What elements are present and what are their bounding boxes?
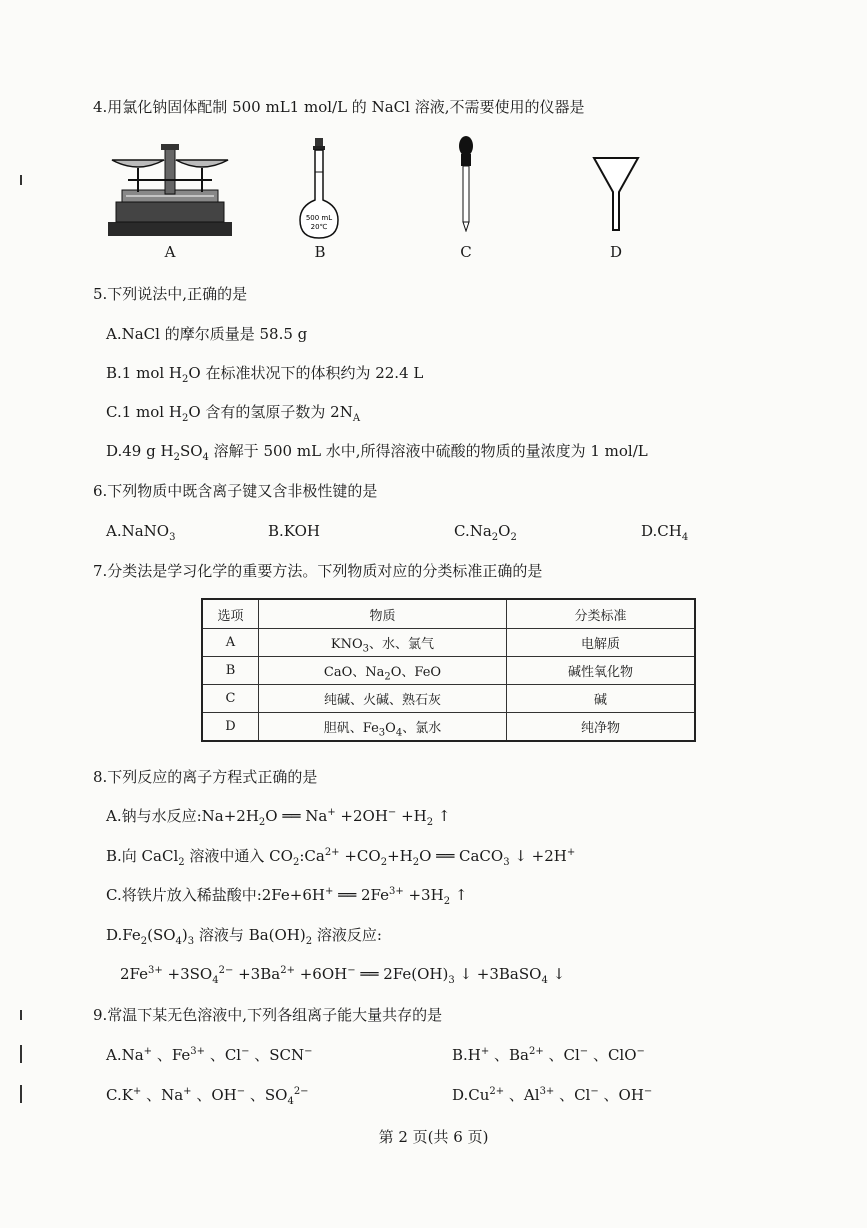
table-cell: C (202, 685, 259, 713)
flask-text: 500 mL (305, 214, 333, 222)
margin-mark (20, 1085, 22, 1103)
table-header: 选项 (202, 599, 259, 629)
q6-option-c: $C.Na_2O_2$ (454, 522, 517, 543)
q5-option-c: C.1 mol $H_2O$ 含有的氢原子数为 $2N_A$ (106, 403, 361, 424)
table-row (202, 657, 695, 685)
table-header: 分类标准 (507, 599, 696, 629)
label-b: B (314, 243, 326, 261)
table-row (202, 629, 695, 657)
table-cell: 碱性氧化物 (507, 657, 696, 685)
q8-option-a: A.钠与水反应$:Na+2H_2O$ ══ $Na^+ +2OH^- +H_2$ ↑ (106, 807, 451, 828)
q5-option-b: B.1 mol $H_2O$ 在标准状况下的体积约为 22.4 L (106, 364, 424, 385)
q8-option-d-equation: $2Fe^{3+} +3SO_4^{2-} +3Ba^{2+} +6OH^-$ ══ $2Fe(OH)_3$ ↓ +3BaSO$_4$ ↓ (120, 965, 566, 986)
table-row (202, 713, 695, 742)
q8-stem: 8.下列反应的离子方程式正确的是 (93, 768, 318, 786)
table-cell: D (202, 713, 259, 742)
classification-table (201, 598, 696, 742)
table-cell: A (202, 629, 259, 657)
q4-stem: 4.用氯化钠固体配制 500 mL1 mol/L 的 NaCl 溶液,不需要使用的仪器是 (93, 98, 585, 116)
label-c: C (460, 243, 472, 261)
flask-text: 20℃ (310, 223, 328, 231)
q8-option-b: B.向 CaCl$_2$ 溶液中通入 $CO_2:Ca^{2+} +CO_2+H_2O$ ══ CaCO$_3$ ↓ +2H+ (106, 847, 576, 868)
table-row (202, 685, 695, 713)
table-header-row (202, 599, 695, 629)
q9-option-d: $D.Cu^{2+}$ 、$Al^{3+}$ 、Cl− 、OH− (452, 1086, 653, 1104)
q9-option-a: A.Na+ 、$Fe^{3+}$ 、Cl− 、SCN− (106, 1046, 313, 1064)
label-a: A (164, 243, 176, 261)
dropper-icon (455, 136, 477, 232)
table-cell: CaO、$Na_2O$、FeO (259, 657, 507, 685)
volumetric-flask-icon (296, 138, 342, 240)
table-cell: 纯碱、火碱、熟石灰 (259, 685, 507, 713)
margin-mark (20, 1010, 22, 1020)
margin-mark (20, 175, 22, 185)
q5-stem: 5.下列说法中,正确的是 (93, 285, 248, 303)
table-cell: 碱 (507, 685, 696, 713)
q9-option-b: B.H+ 、$Ba^{2+}$ 、Cl− 、ClO− (452, 1046, 645, 1064)
table-cell: 胆矾、$Fe_3O_4$、氯水 (259, 713, 507, 742)
margin-mark (20, 1045, 22, 1063)
q8-option-d: $D.Fe_2(SO_4)_3$ 溶液与 $Ba(OH)_2$ 溶液反应: (106, 926, 382, 947)
page-footer: 第 2 页(共 6 页) (378, 1128, 489, 1146)
table-cell: 电解质 (507, 629, 696, 657)
q6-option-b: B.KOH (268, 522, 320, 540)
funnel-icon (592, 156, 640, 232)
q5-option-a: A.NaCl 的摩尔质量是 58.5 g (106, 325, 308, 343)
balance-icon (106, 140, 234, 238)
q6-stem: 6.下列物质中既含离子键又含非极性键的是 (93, 482, 378, 500)
table-cell: $KNO_3$、水、氯气 (259, 629, 507, 657)
q8-option-c: C.将铁片放入稀盐酸中:2Fe+6H+ ══ $2Fe^{3+} +3H_2$ ↑ (106, 886, 468, 907)
q6-option-d: $D.CH_4$ (641, 522, 689, 543)
q6-option-a: A.NaNO$_3$ (106, 522, 176, 543)
label-d: D (609, 243, 623, 261)
q7-stem: 7.分类法是学习化学的重要方法。下列物质对应的分类标准正确的是 (93, 562, 543, 580)
q9-option-c: C.K+ 、Na+ 、OH− 、$SO_4^{2-}$ (106, 1086, 309, 1107)
q9-stem: 9.常温下某无色溶液中,下列各组离子能大量共存的是 (93, 1006, 443, 1024)
table-cell: B (202, 657, 259, 685)
table-cell: 纯净物 (507, 713, 696, 742)
q5-option-d: D.49 g $H_2SO_4$ 溶解于 500 mL 水中,所得溶液中硫酸的物质的量浓度为 1 mol/L (106, 442, 648, 463)
table-header: 物质 (259, 599, 507, 629)
